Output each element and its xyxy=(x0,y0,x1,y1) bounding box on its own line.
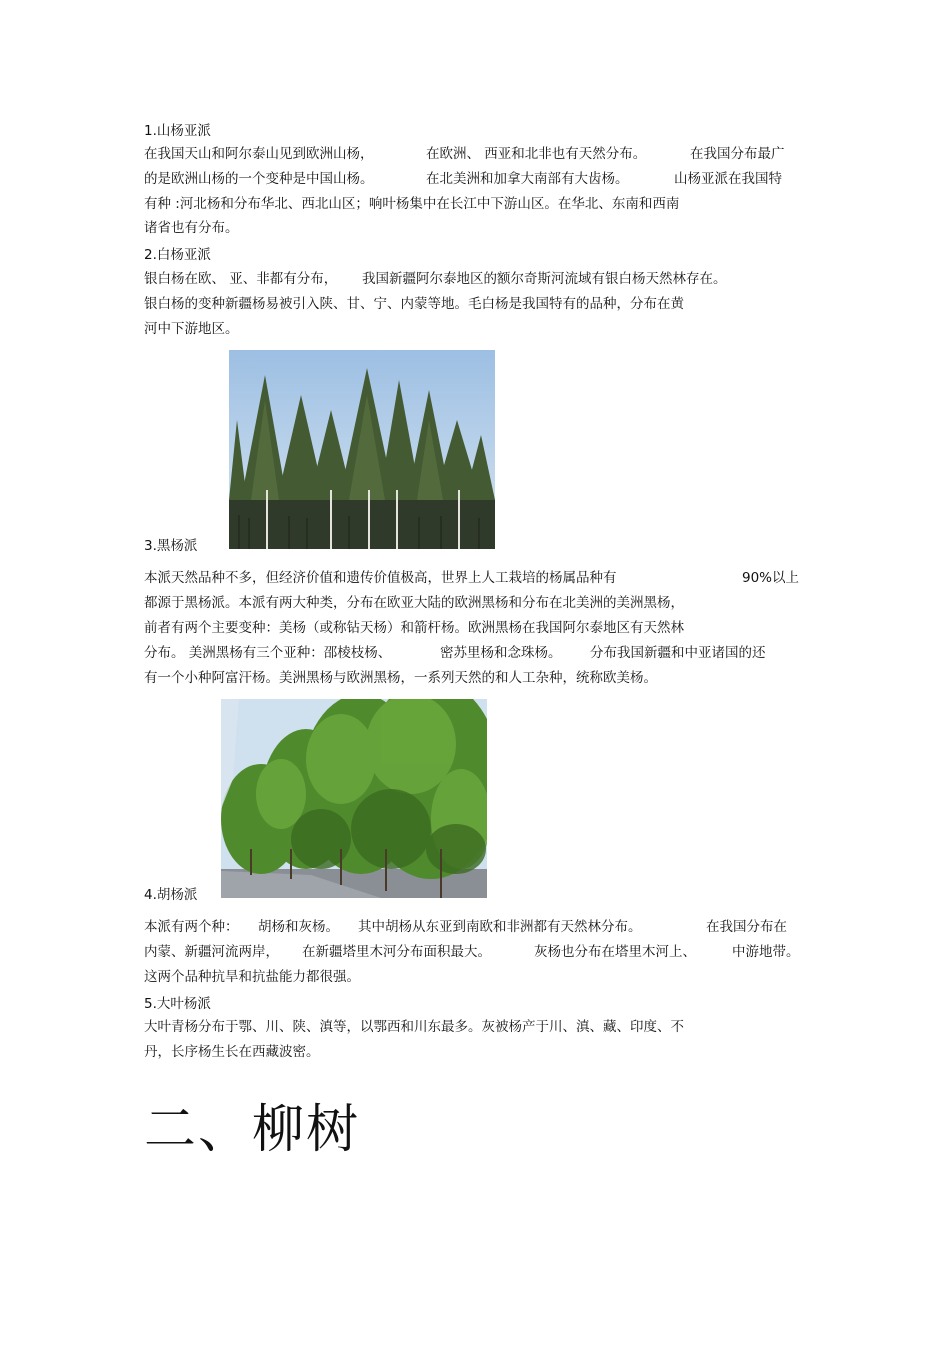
heading-huyang: 4.胡杨派 xyxy=(144,887,198,903)
text-fragment: 本派天然品种不多，但经济价值和遗传价值极高，世界上人工栽培的杨属品种有 xyxy=(144,570,617,586)
text-fragment: 在我国分布最广 xyxy=(690,146,785,162)
text-fragment: 在欧洲、 西亚和北非也有天然分布。 xyxy=(426,146,647,162)
text-fragment: 90%以上 xyxy=(742,570,800,586)
text-fragment: 银白杨的变种新疆杨易被引入陕、甘、宁、内蒙等地。毛白杨是我国特有的品种，分布在黄 xyxy=(144,296,684,312)
text-fragment: 河中下游地区。 xyxy=(144,321,239,337)
tree-lined-road-photo xyxy=(221,699,487,898)
text-fragment: 都源于黑杨派。本派有两大种类，分布在欧亚大陆的欧洲黑杨和分布在北美洲的美洲黑杨， xyxy=(144,595,684,611)
text-fragment: 银白杨在欧、 亚、非都有分布， xyxy=(144,271,338,287)
text-fragment: 诸省也有分布。 xyxy=(144,220,239,236)
text-fragment: 灰杨也分布在塔里木河上、 xyxy=(534,944,696,960)
text-fragment: 大叶青杨分布于鄂、川、陕、滇等，以鄂西和川东最多。灰被杨产于川、滇、藏、印度、不 xyxy=(144,1019,684,1035)
heading-shanyang: 1.山杨亚派 xyxy=(144,123,211,139)
text-fragment: 其中胡杨从东亚到南欧和非洲都有天然林分布。 xyxy=(358,919,642,935)
poplar-grove-image xyxy=(229,350,495,549)
text-fragment: 有一个小种阿富汗杨。美洲黑杨与欧洲黑杨，一系列天然的和人工杂种，统称欧美杨。 xyxy=(144,670,657,686)
text-fragment: 中游地带。 xyxy=(732,944,800,960)
poplar-grove-photo xyxy=(229,350,495,549)
text-fragment: 这两个品种抗旱和抗盐能力都很强。 xyxy=(144,969,360,985)
text-fragment: 在我国天山和阿尔泰山见到欧洲山杨， xyxy=(144,146,374,162)
heading-baiyang: 2.白杨亚派 xyxy=(144,247,211,263)
text-fragment: 本派有两个种： xyxy=(144,919,239,935)
text-fragment: 在我国分布在 xyxy=(706,919,787,935)
text-fragment: 的是欧洲山杨的一个变种是中国山杨。 xyxy=(144,171,374,187)
text-fragment: 丹，长序杨生长在西藏波密。 xyxy=(144,1044,320,1060)
text-fragment: 胡杨和灰杨。 xyxy=(258,919,339,935)
text-fragment: 前者有两个主要变种：美杨（或称钻天杨）和箭杆杨。欧洲黑杨在我国阿尔泰地区有天然林 xyxy=(144,620,684,636)
tree-lined-road-image xyxy=(221,699,487,898)
text-fragment: 有种 :河北杨和分布华北、西北山区；响叶杨集中在长江中下游山区。在华北、东南和西南 xyxy=(144,196,680,212)
text-fragment: 分布我国新疆和中亚诸国的还 xyxy=(590,645,766,661)
text-fragment: 山杨亚派在我国特 xyxy=(674,171,782,187)
text-fragment: 在北美洲和加拿大南部有大齿杨。 xyxy=(426,171,629,187)
text-fragment: 在新疆塔里木河分布面积最大。 xyxy=(302,944,491,960)
chapter-title: 二、柳树 xyxy=(144,1100,361,1160)
text-fragment: 密苏里杨和念珠杨。 xyxy=(440,645,562,661)
heading-heiyang: 3.黑杨派 xyxy=(144,538,198,554)
text-fragment: 内蒙、新疆河流两岸， xyxy=(144,944,279,960)
text-fragment: 分布。 美洲黑杨有三个亚种：邵棱枝杨、 xyxy=(144,645,392,661)
heading-dayeyang: 5.大叶杨派 xyxy=(144,996,211,1012)
text-fragment: 我国新疆阿尔泰地区的额尔奇斯河流域有银白杨天然林存在。 xyxy=(362,271,727,287)
